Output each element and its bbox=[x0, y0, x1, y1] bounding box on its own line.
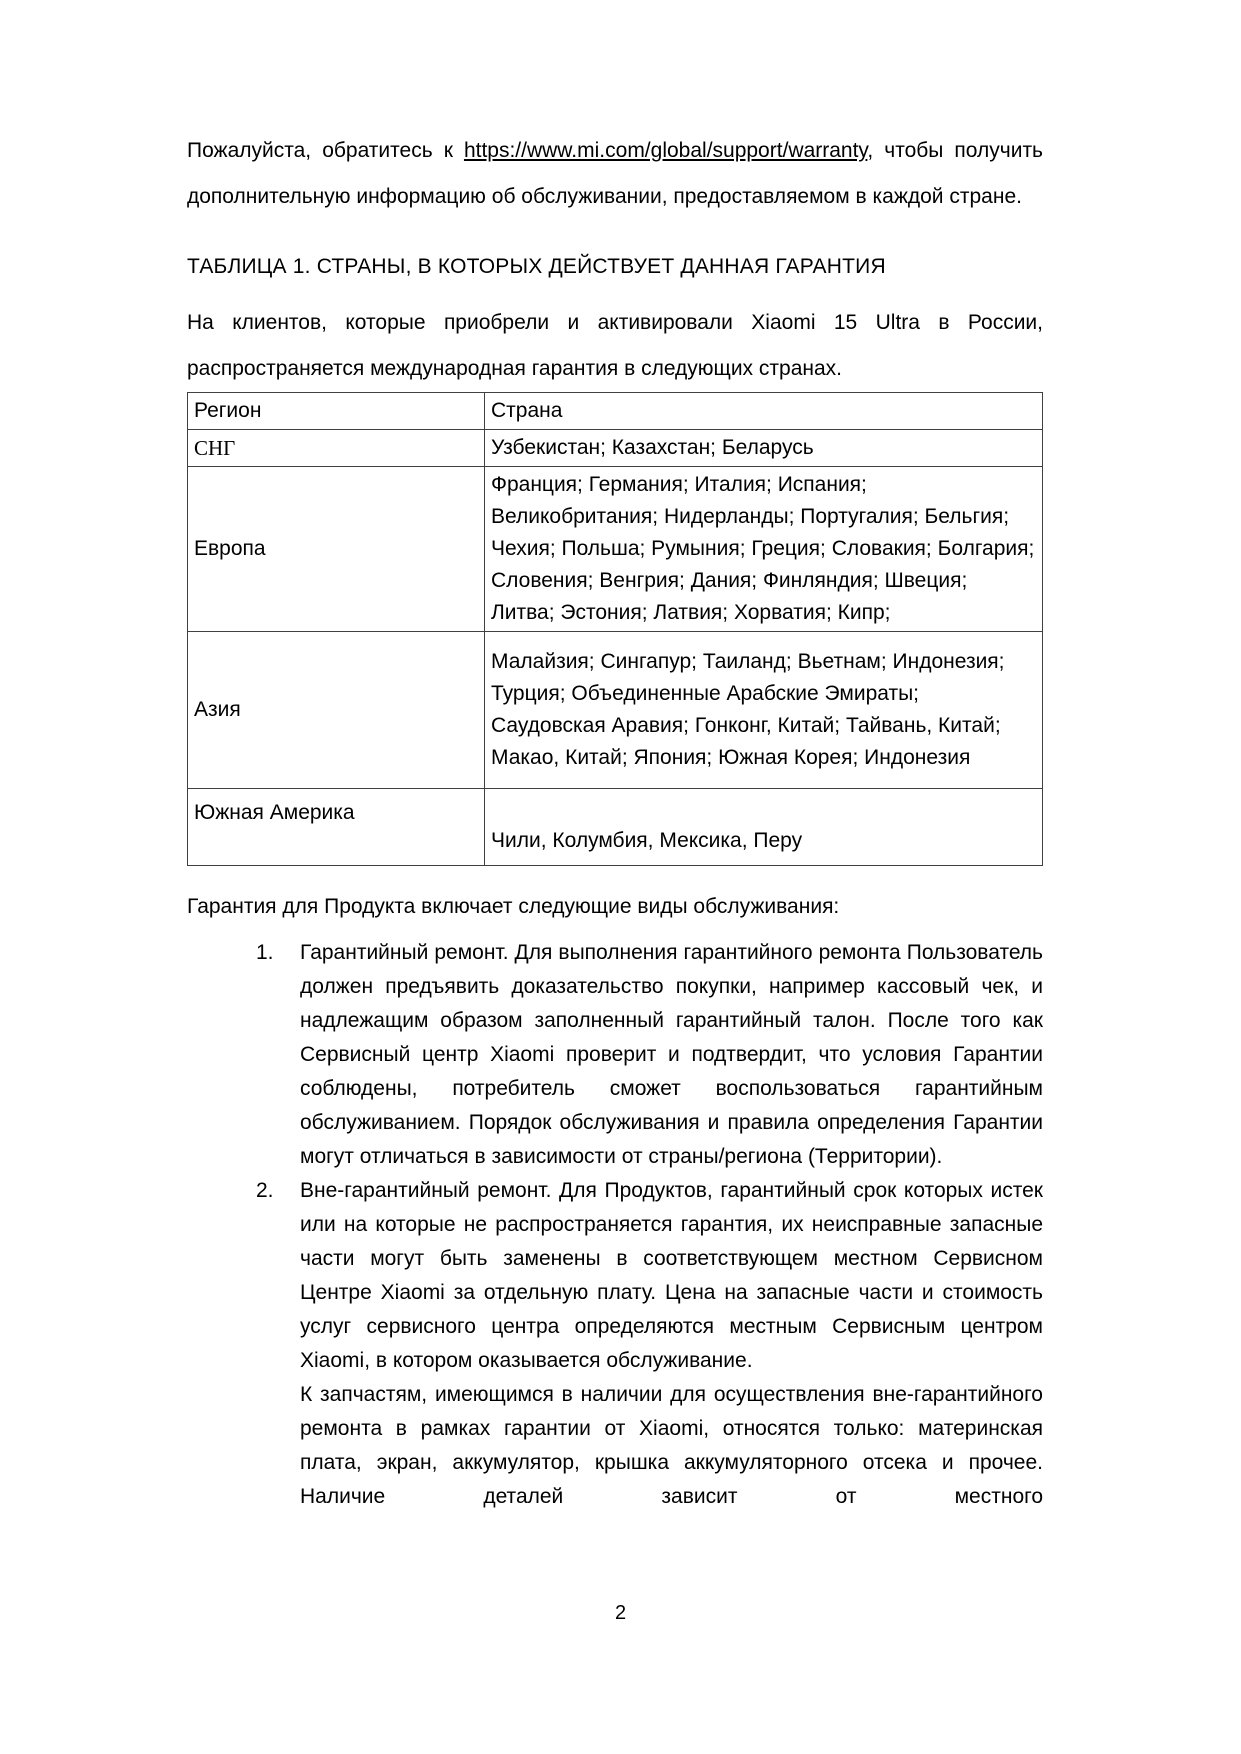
service-item-text bbox=[300, 936, 1043, 1174]
service-item bbox=[256, 1174, 1043, 1514]
service-list bbox=[256, 936, 1043, 1514]
intro-text-after-link: , чтобы получить дополнительную информацию об обслуживании, предоставляемом в каждой стране. bbox=[187, 139, 1044, 208]
region-cell: Южная Америка bbox=[188, 789, 485, 866]
region-cell: СНГ bbox=[188, 430, 485, 467]
region-cell: Европа bbox=[188, 467, 485, 632]
region-cell: Азия bbox=[188, 632, 485, 789]
intro-text-before-link: Пожалуйста, обратитесь к bbox=[187, 139, 464, 162]
services-intro: Гарантия для Продукта включает следующие виды обслуживания: bbox=[187, 895, 840, 918]
countries-cell: Франция; Германия; Италия; Испания; Великобритания; Нидерланды; Португалия; Бельгия; Чехия; Польша; Румыния; Греция; Словакия; Болгария; Словения; Венгрия; Дания; Финляндия; Швеция; Литва; Эстония; Латвия; Хорватия; Кипр; bbox=[485, 467, 1043, 632]
table-header-row bbox=[188, 393, 1043, 430]
countries-cell: Чили, Колумбия, Мексика, Перу bbox=[485, 789, 1043, 866]
table-description: На клиентов, которые приобрели и активировали Xiaomi 15 Ultra в России, распространяется международная гарантия в следующих странах. bbox=[187, 311, 1043, 380]
service-item-number: 1. bbox=[256, 941, 274, 964]
table-row bbox=[188, 789, 1043, 866]
warranty-link[interactable]: https://www.mi.com/global/support/warranty bbox=[463, 139, 868, 162]
column-header-region: Регион bbox=[188, 393, 485, 430]
table-row bbox=[188, 430, 1043, 467]
countries-cell: Малайзия; Сингапур; Таиланд; Вьетнам; Индонезия; Турция; Объединенные Арабские Эмираты; Саудовская Аравия; Гонконг, Китай; Тайвань, Китай; Макао, Китай; Япония; Южная Корея; Индонезия bbox=[485, 632, 1043, 789]
countries-cell: Узбекистан; Казахстан; Беларусь bbox=[485, 430, 1043, 467]
service-item bbox=[256, 936, 1043, 1174]
column-header-country: Страна bbox=[485, 393, 1043, 430]
table-row bbox=[188, 467, 1043, 632]
service-item-paragraph: К запчастям, имеющимся в наличии для осуществления вне-гарантийного ремонта в рамках гарантии от Xiaomi, относятся только: материнская плата, экран, аккумулятор, крышка аккумуляторного отсека и прочее. Наличие деталей зависит от местного bbox=[300, 1383, 1043, 1508]
table-body bbox=[188, 430, 1043, 866]
service-item-paragraph: Гарантийный ремонт. Для выполнения гарантийного ремонта Пользователь должен предъявить доказательство покупки, например кассовый чек, и надлежащим образом заполненный гарантийный талон. После того как Сервисный центр Xiaomi проверит и подтвердит, что условия Гарантии соблюдены, потребитель сможет воспользоваться гарантийным обслуживанием. Порядок обслуживания и правила определения Гарантии могут отличаться в зависимости от страны/региона (Территории). bbox=[300, 941, 1043, 1168]
intro-paragraph bbox=[187, 128, 1043, 220]
table-head bbox=[188, 393, 1043, 430]
service-item-number: 2. bbox=[256, 1179, 274, 1202]
service-item-paragraph: Вне-гарантийный ремонт. Для Продуктов, гарантийный срок которых истек или на которые не распространяется гарантия, их неисправные запасные части могут быть заменены в соответствующем местном Сервисном Центре Xiaomi за отдельную плату. Цена на запасные части и стоимость услуг сервисного центра определяются местным Сервисным центром Xiaomi, в котором оказывается обслуживание. bbox=[300, 1179, 1043, 1372]
page-number: 2 bbox=[614, 1602, 627, 1624]
service-item-text bbox=[300, 1174, 1043, 1514]
table-heading: ТАБЛИЦА 1. СТРАНЫ, В КОТОРЫХ ДЕЙСТВУЕТ ДАННАЯ ГАРАНТИЯ bbox=[187, 255, 886, 278]
warranty-countries-table bbox=[187, 392, 1043, 866]
table-row bbox=[188, 632, 1043, 789]
